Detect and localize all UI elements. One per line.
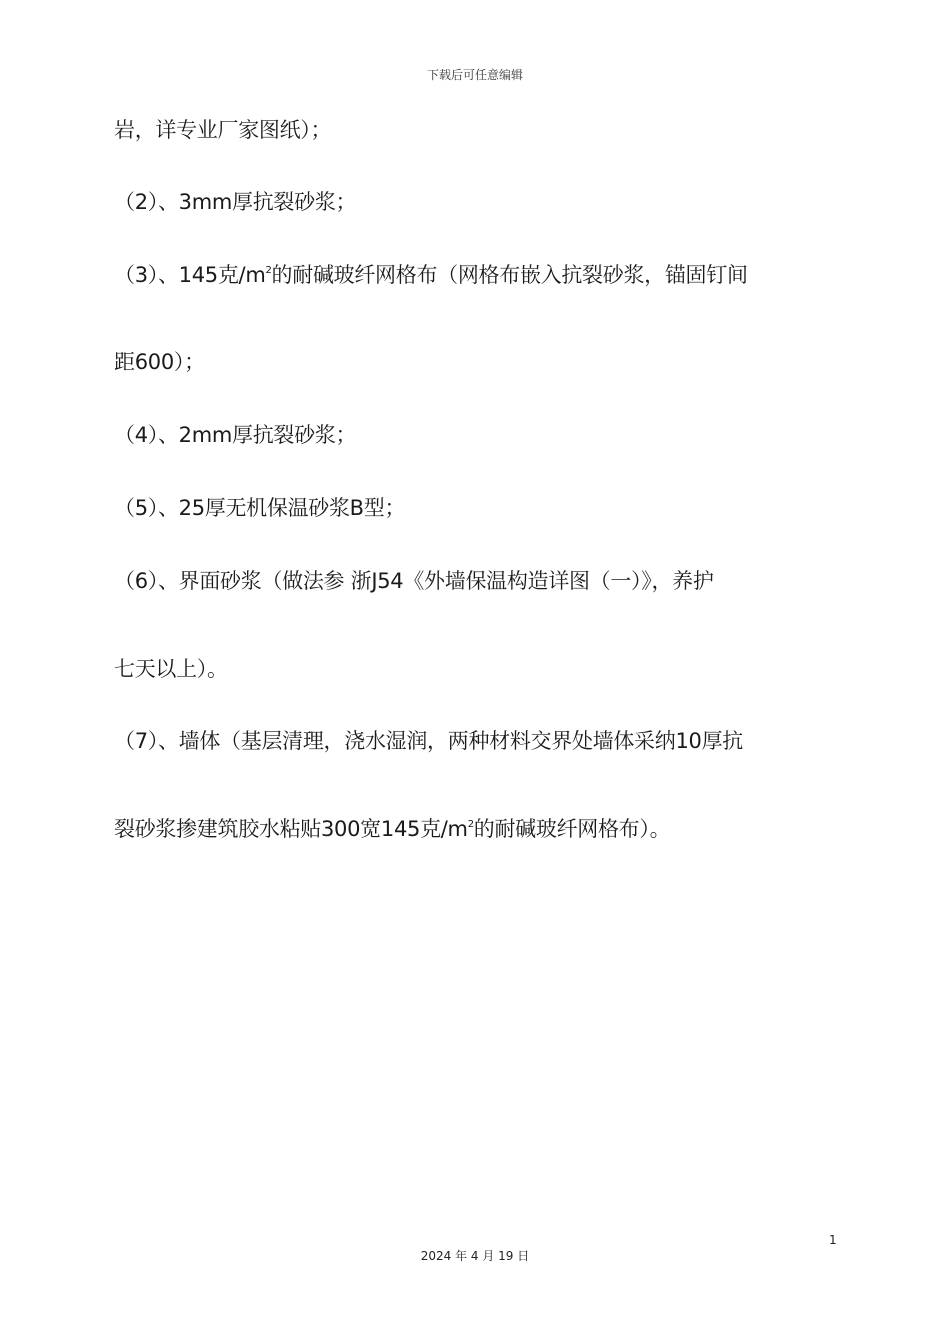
body-line-3 (114, 261, 748, 289)
body-line-6: （5）、25厚无机保温砂浆B型； (114, 496, 406, 520)
page-header: 下载后可任意编辑 (426, 68, 523, 82)
superscript-2: 2 (467, 819, 474, 830)
footer-date: 2024 年 4 月 19 日 (420, 1249, 530, 1263)
body-line-8: 七天以上）。 (114, 657, 228, 681)
body-line-4: 距600）； (114, 350, 205, 374)
body-line-10-text-a: 裂砂浆掺建筑胶水粘贴300宽145克/m (114, 817, 468, 841)
superscript-2: 2 (265, 265, 272, 276)
body-line-9: （7）、墙体（基层清理，浇水湿润，两种材料交界处墙体采纳10厚抗 (114, 729, 743, 753)
page-number: 1 (829, 1233, 837, 1247)
body-line-5: （4）、2mm厚抗裂砂浆； (114, 423, 357, 447)
body-line-7: （6）、界面砂浆（做法参 浙J54《外墙保温构造详图（一）》，养护 (114, 569, 714, 593)
body-line-3-text-b: 的耐碱玻纤网格布（网格布嵌入抗裂砂浆，锚固钉间 (271, 263, 748, 287)
body-line-3-text-a: （3）、145克/m (114, 263, 266, 287)
body-line-2: （2）、3mm厚抗裂砂浆； (114, 190, 357, 214)
body-line-10 (114, 815, 670, 843)
body-line-10-text-b: 的耐碱玻纤网格布）。 (473, 817, 671, 841)
body-line-1: 岩，详专业厂家图纸）； (114, 118, 332, 142)
